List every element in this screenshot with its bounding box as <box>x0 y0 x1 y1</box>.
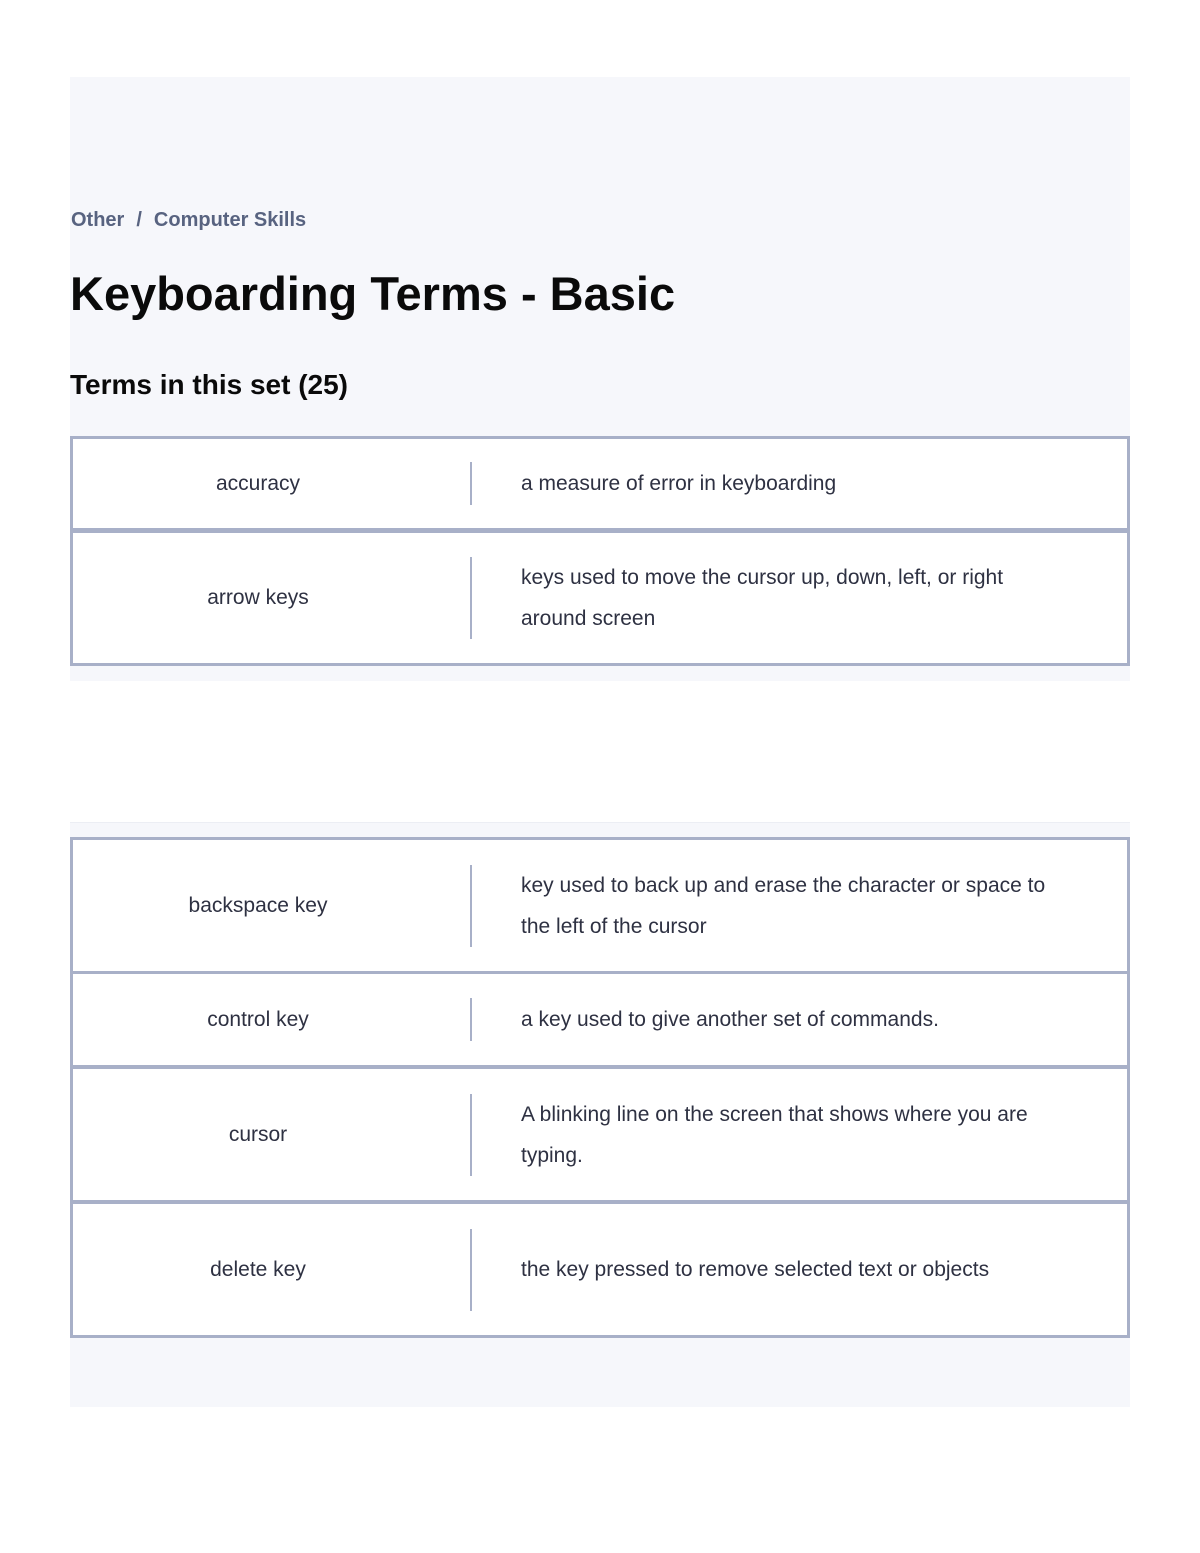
term-definition: keys used to move the cursor up, down, left, or right around screen <box>521 566 1004 630</box>
term-word: delete key <box>210 1257 306 1281</box>
term-row[interactable] <box>70 971 1130 1068</box>
term-definition: A blinking line on the screen that shows where you are typing. <box>521 1102 1028 1167</box>
breadcrumb-item-computer-skills[interactable]: Computer Skills <box>153 208 307 231</box>
term-word: backspace key <box>188 893 328 917</box>
term-word: arrow keys <box>207 586 309 609</box>
term-word: control key <box>207 1007 309 1031</box>
term-row[interactable] <box>70 436 1130 531</box>
term-row[interactable] <box>70 1066 1130 1203</box>
breadcrumb <box>71 205 306 235</box>
term-row[interactable] <box>70 1201 1130 1338</box>
term-row[interactable] <box>70 837 1130 974</box>
term-word: cursor <box>228 1122 288 1146</box>
term-word: accuracy <box>215 471 301 495</box>
page-title: Keyboarding Terms - Basic <box>70 267 676 320</box>
breadcrumb-item-other[interactable]: Other <box>71 208 125 231</box>
term-definition: key used to back up and erase the character or space to the left of the cursor <box>521 873 1046 938</box>
breadcrumb-separator: / <box>136 208 142 231</box>
term-definition: a key used to give another set of commands. <box>521 1008 939 1031</box>
term-row[interactable] <box>70 530 1130 666</box>
term-definition: the key pressed to remove selected text or objects <box>521 1258 990 1281</box>
term-definition: a measure of error in keyboarding <box>521 472 837 495</box>
terms-heading: Terms in this set (25) <box>70 369 349 400</box>
